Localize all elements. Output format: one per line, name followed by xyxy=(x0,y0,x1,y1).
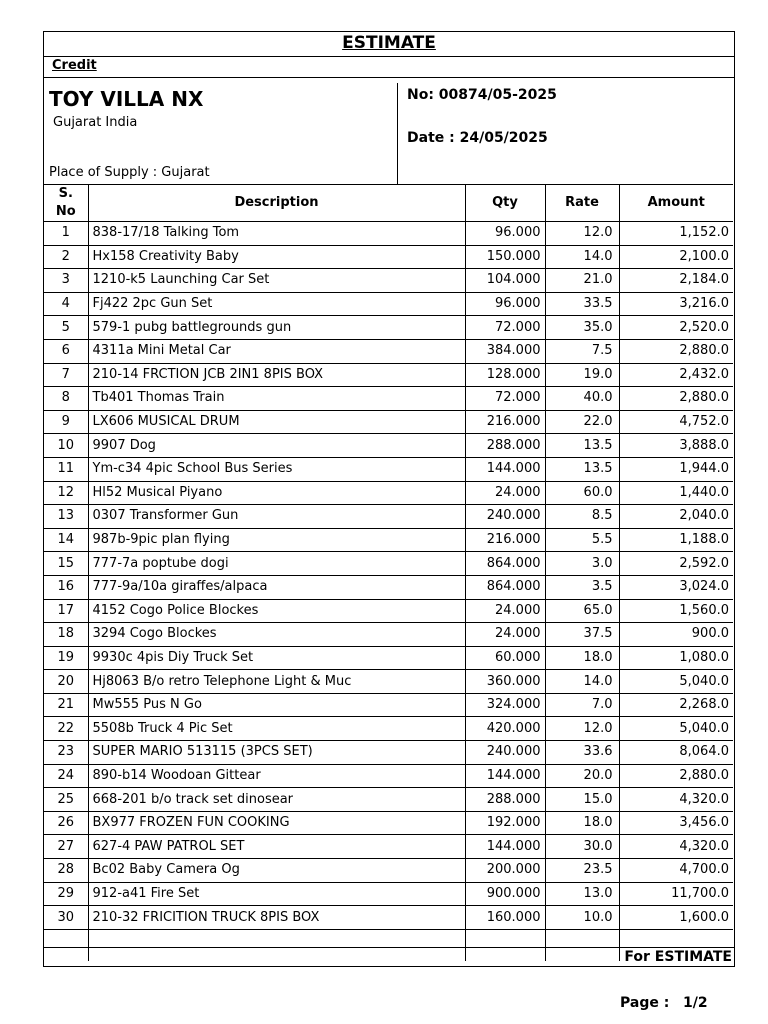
items-table-body xyxy=(44,222,733,961)
cell-sno: 27 xyxy=(44,835,88,859)
cell-description: 777-9a/10a giraffes/alpaca xyxy=(88,575,465,599)
cell-qty: 150.000 xyxy=(465,245,545,269)
table-row xyxy=(44,623,733,647)
cell-rate: 33.6 xyxy=(545,741,619,765)
cell-rate: 5.5 xyxy=(545,528,619,552)
cell-description: Hj8063 B/o retro Telephone Light & Muc xyxy=(88,670,465,694)
table-row xyxy=(44,316,733,340)
cell-rate: 23.5 xyxy=(545,859,619,883)
cell-description: 627-4 PAW PATROL SET xyxy=(88,835,465,859)
cell-rate: 30.0 xyxy=(545,835,619,859)
divider xyxy=(44,77,734,78)
cell-qty: 60.000 xyxy=(465,646,545,670)
estimate-number: No: 00874/05-2025 xyxy=(407,87,557,103)
cell-qty: 24.000 xyxy=(465,623,545,647)
cell-qty: 864.000 xyxy=(465,552,545,576)
items-table xyxy=(44,184,733,961)
cell-qty: 288.000 xyxy=(465,788,545,812)
table-row xyxy=(44,363,733,387)
cell-amount: 1,152.0 xyxy=(619,222,733,246)
cell-amount: 2,184.0 xyxy=(619,269,733,293)
page-number: 1/2 xyxy=(683,995,708,1011)
cell-description: 1210-k5 Launching Car Set xyxy=(88,269,465,293)
cell-amount: 2,592.0 xyxy=(619,552,733,576)
cell-rate: 7.0 xyxy=(545,693,619,717)
cell-rate: 10.0 xyxy=(545,906,619,930)
cell-sno: 10 xyxy=(44,434,88,458)
cell-description: 9930c 4pis Diy Truck Set xyxy=(88,646,465,670)
cell-description: Fj422 2pc Gun Set xyxy=(88,292,465,316)
cell-qty: 144.000 xyxy=(465,835,545,859)
cell-sno: 12 xyxy=(44,481,88,505)
cell-description: Mw555 Pus N Go xyxy=(88,693,465,717)
cell-amount: 2,880.0 xyxy=(619,764,733,788)
cell-qty: 144.000 xyxy=(465,457,545,481)
cell-rate: 37.5 xyxy=(545,623,619,647)
table-row xyxy=(44,387,733,411)
cell-sno: 9 xyxy=(44,410,88,434)
table-row xyxy=(44,670,733,694)
for-estimate-label: For ESTIMATE xyxy=(624,949,732,965)
cell-amount: 4,700.0 xyxy=(619,859,733,883)
cell-sno: 28 xyxy=(44,859,88,883)
empty-cell xyxy=(545,929,619,961)
cell-rate: 15.0 xyxy=(545,788,619,812)
place-of-supply: Place of Supply : Gujarat xyxy=(49,165,210,180)
cell-sno: 21 xyxy=(44,693,88,717)
cell-qty: 420.000 xyxy=(465,717,545,741)
cell-amount: 2,520.0 xyxy=(619,316,733,340)
cell-description: 890-b14 Woodoan Gittear xyxy=(88,764,465,788)
table-row xyxy=(44,741,733,765)
cell-description: 9907 Dog xyxy=(88,434,465,458)
cell-description: Hx158 Creativity Baby xyxy=(88,245,465,269)
cell-qty: 864.000 xyxy=(465,575,545,599)
table-row xyxy=(44,646,733,670)
cell-rate: 13.5 xyxy=(545,457,619,481)
cell-sno: 6 xyxy=(44,339,88,363)
cell-description: 210-32 FRICITION TRUCK 8PIS BOX xyxy=(88,906,465,930)
cell-amount: 1,944.0 xyxy=(619,457,733,481)
table-row xyxy=(44,222,733,246)
cell-qty: 360.000 xyxy=(465,670,545,694)
header-qty: Qty xyxy=(465,185,545,222)
cell-description: 838-17/18 Talking Tom xyxy=(88,222,465,246)
cell-rate: 22.0 xyxy=(545,410,619,434)
cell-amount: 2,432.0 xyxy=(619,363,733,387)
cell-sno: 7 xyxy=(44,363,88,387)
cell-sno: 19 xyxy=(44,646,88,670)
table-row xyxy=(44,552,733,576)
cell-sno: 16 xyxy=(44,575,88,599)
cell-description: Tb401 Thomas Train xyxy=(88,387,465,411)
cell-description: 579-1 pubg battlegrounds gun xyxy=(88,316,465,340)
cell-qty: 324.000 xyxy=(465,693,545,717)
cell-sno: 11 xyxy=(44,457,88,481)
header-amount: Amount xyxy=(619,185,733,222)
table-row xyxy=(44,859,733,883)
company-name: TOY VILLA NX xyxy=(49,87,204,111)
cell-amount: 2,100.0 xyxy=(619,245,733,269)
cell-amount: 2,268.0 xyxy=(619,693,733,717)
company-location: Gujarat India xyxy=(53,115,138,130)
cell-description: 4152 Cogo Police Blockes xyxy=(88,599,465,623)
cell-rate: 40.0 xyxy=(545,387,619,411)
header-column-divider xyxy=(397,83,398,184)
cell-rate: 13.0 xyxy=(545,882,619,906)
table-row xyxy=(44,505,733,529)
cell-sno: 22 xyxy=(44,717,88,741)
cell-rate: 14.0 xyxy=(545,245,619,269)
empty-cell xyxy=(44,929,88,961)
table-row xyxy=(44,269,733,293)
cell-description: 3294 Cogo Blockes xyxy=(88,623,465,647)
cell-sno: 29 xyxy=(44,882,88,906)
cell-qty: 900.000 xyxy=(465,882,545,906)
cell-rate: 12.0 xyxy=(545,717,619,741)
cell-qty: 192.000 xyxy=(465,811,545,835)
document-title: ESTIMATE xyxy=(342,33,436,53)
cell-rate: 21.0 xyxy=(545,269,619,293)
cell-amount: 3,888.0 xyxy=(619,434,733,458)
estimate-date: Date : 24/05/2025 xyxy=(407,130,548,146)
cell-amount: 1,080.0 xyxy=(619,646,733,670)
cell-sno: 14 xyxy=(44,528,88,552)
table-row xyxy=(44,457,733,481)
cell-description: 4311a Mini Metal Car xyxy=(88,339,465,363)
cell-sno: 3 xyxy=(44,269,88,293)
cell-sno: 24 xyxy=(44,764,88,788)
cell-amount: 5,040.0 xyxy=(619,717,733,741)
table-row xyxy=(44,693,733,717)
cell-rate: 19.0 xyxy=(545,363,619,387)
cell-sno: 15 xyxy=(44,552,88,576)
cell-sno: 17 xyxy=(44,599,88,623)
cell-qty: 240.000 xyxy=(465,505,545,529)
cell-rate: 12.0 xyxy=(545,222,619,246)
cell-rate: 35.0 xyxy=(545,316,619,340)
table-row xyxy=(44,481,733,505)
cell-qty: 72.000 xyxy=(465,316,545,340)
table-row xyxy=(44,245,733,269)
cell-description: 5508b Truck 4 Pic Set xyxy=(88,717,465,741)
cell-amount: 900.0 xyxy=(619,623,733,647)
cell-sno: 30 xyxy=(44,906,88,930)
table-row xyxy=(44,410,733,434)
table-row xyxy=(44,717,733,741)
cell-amount: 4,320.0 xyxy=(619,835,733,859)
cell-qty: 200.000 xyxy=(465,859,545,883)
table-row xyxy=(44,788,733,812)
table-row xyxy=(44,811,733,835)
cell-sno: 25 xyxy=(44,788,88,812)
cell-qty: 160.000 xyxy=(465,906,545,930)
cell-rate: 18.0 xyxy=(545,646,619,670)
cell-rate: 8.5 xyxy=(545,505,619,529)
cell-description: 210-14 FRCTION JCB 2IN1 8PIS BOX xyxy=(88,363,465,387)
estimate-document xyxy=(43,31,735,967)
empty-cell xyxy=(465,929,545,961)
cell-description: LX606 MUSICAL DRUM xyxy=(88,410,465,434)
cell-amount: 4,752.0 xyxy=(619,410,733,434)
table-row xyxy=(44,599,733,623)
cell-rate: 18.0 xyxy=(545,811,619,835)
cell-sno: 23 xyxy=(44,741,88,765)
table-row xyxy=(44,906,733,930)
cell-rate: 14.0 xyxy=(545,670,619,694)
cell-description: 668-201 b/o track set dinosear xyxy=(88,788,465,812)
cell-amount: 1,600.0 xyxy=(619,906,733,930)
cell-qty: 72.000 xyxy=(465,387,545,411)
cell-qty: 240.000 xyxy=(465,741,545,765)
cell-rate: 13.5 xyxy=(545,434,619,458)
table-row xyxy=(44,882,733,906)
cell-rate: 33.5 xyxy=(545,292,619,316)
cell-amount: 11,700.0 xyxy=(619,882,733,906)
cell-description: Hl52 Musical Piyano xyxy=(88,481,465,505)
table-header-row xyxy=(44,185,733,222)
cell-qty: 144.000 xyxy=(465,764,545,788)
table-row xyxy=(44,528,733,552)
table-row xyxy=(44,339,733,363)
cell-amount: 1,440.0 xyxy=(619,481,733,505)
cell-qty: 104.000 xyxy=(465,269,545,293)
cell-amount: 4,320.0 xyxy=(619,788,733,812)
cell-amount: 3,024.0 xyxy=(619,575,733,599)
cell-rate: 65.0 xyxy=(545,599,619,623)
cell-sno: 1 xyxy=(44,222,88,246)
cell-description: 777-7a poptube dogi xyxy=(88,552,465,576)
header-description: Description xyxy=(88,185,465,222)
cell-description: 0307 Transformer Gun xyxy=(88,505,465,529)
table-row xyxy=(44,575,733,599)
cell-sno: 8 xyxy=(44,387,88,411)
cell-qty: 216.000 xyxy=(465,528,545,552)
cell-qty: 216.000 xyxy=(465,410,545,434)
table-row xyxy=(44,764,733,788)
cell-sno: 2 xyxy=(44,245,88,269)
cell-amount: 8,064.0 xyxy=(619,741,733,765)
cell-amount: 1,560.0 xyxy=(619,599,733,623)
cell-amount: 2,040.0 xyxy=(619,505,733,529)
cell-rate: 3.5 xyxy=(545,575,619,599)
empty-cell xyxy=(88,929,465,961)
header-sno: S. No xyxy=(44,185,88,222)
cell-qty: 96.000 xyxy=(465,222,545,246)
cell-rate: 20.0 xyxy=(545,764,619,788)
cell-amount: 3,456.0 xyxy=(619,811,733,835)
table-row xyxy=(44,835,733,859)
cell-sno: 5 xyxy=(44,316,88,340)
page-label: Page : xyxy=(620,995,670,1011)
cell-amount: 2,880.0 xyxy=(619,387,733,411)
cell-description: 987b-9pic plan flying xyxy=(88,528,465,552)
cell-description: BX977 FROZEN FUN COOKING xyxy=(88,811,465,835)
cell-qty: 384.000 xyxy=(465,339,545,363)
cell-amount: 2,880.0 xyxy=(619,339,733,363)
cell-amount: 5,040.0 xyxy=(619,670,733,694)
cell-qty: 128.000 xyxy=(465,363,545,387)
cell-description: Bc02 Baby Camera Og xyxy=(88,859,465,883)
header-rate: Rate xyxy=(545,185,619,222)
cell-qty: 288.000 xyxy=(465,434,545,458)
cell-rate: 7.5 xyxy=(545,339,619,363)
cell-sno: 4 xyxy=(44,292,88,316)
table-row xyxy=(44,292,733,316)
cell-amount: 1,188.0 xyxy=(619,528,733,552)
cell-sno: 13 xyxy=(44,505,88,529)
cell-sno: 18 xyxy=(44,623,88,647)
cell-rate: 3.0 xyxy=(545,552,619,576)
cell-qty: 24.000 xyxy=(465,481,545,505)
payment-type-label: Credit xyxy=(52,58,97,73)
cell-sno: 26 xyxy=(44,811,88,835)
cell-description: 912-a41 Fire Set xyxy=(88,882,465,906)
cell-qty: 24.000 xyxy=(465,599,545,623)
cell-description: SUPER MARIO 513115 (3PCS SET) xyxy=(88,741,465,765)
table-row xyxy=(44,434,733,458)
cell-amount: 3,216.0 xyxy=(619,292,733,316)
cell-rate: 60.0 xyxy=(545,481,619,505)
divider xyxy=(44,56,734,57)
cell-sno: 20 xyxy=(44,670,88,694)
cell-description: Ym-c34 4pic School Bus Series xyxy=(88,457,465,481)
cell-qty: 96.000 xyxy=(465,292,545,316)
